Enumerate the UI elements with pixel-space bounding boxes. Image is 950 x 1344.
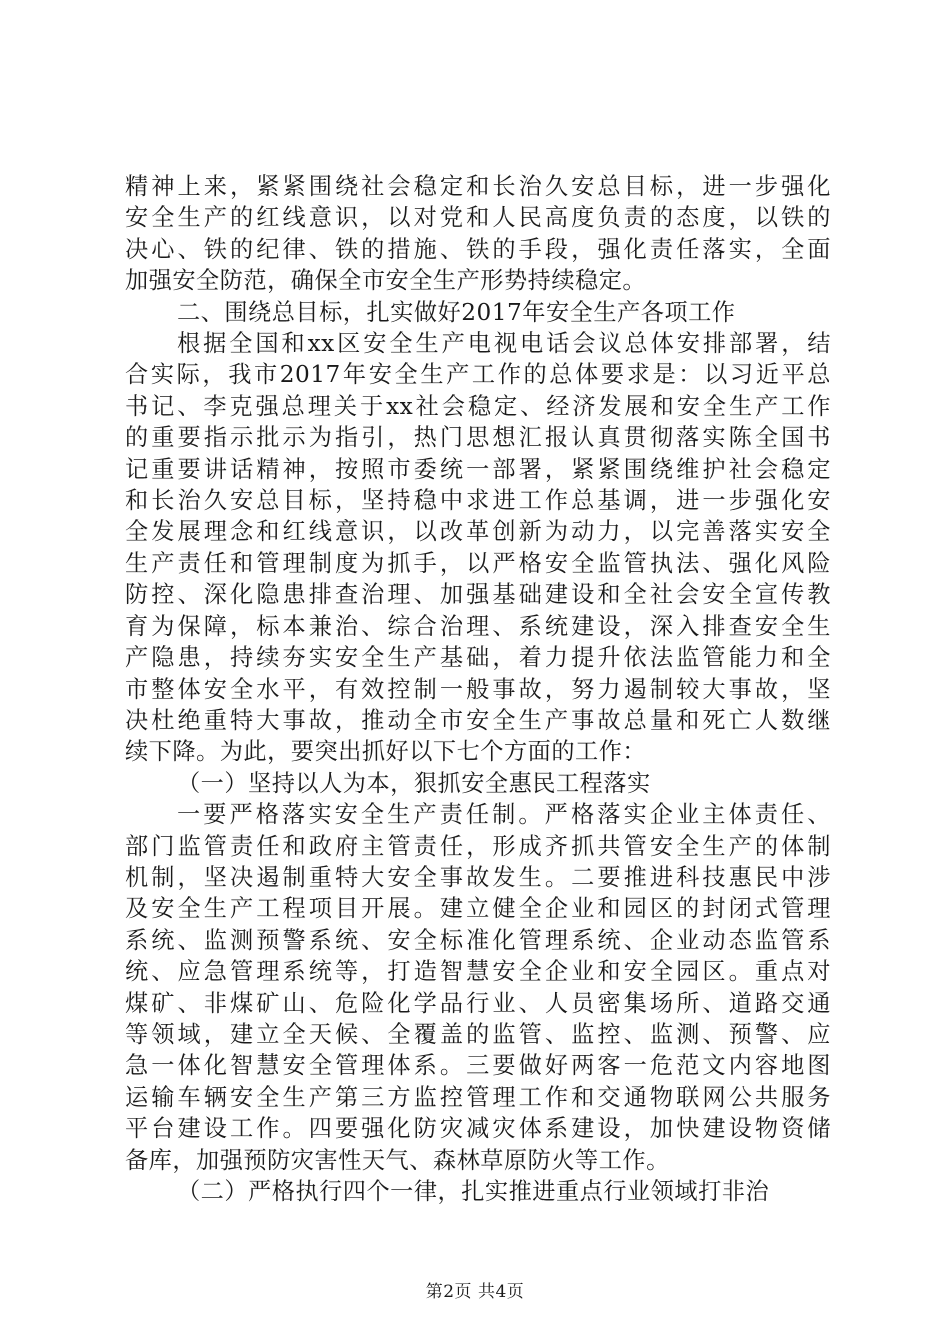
text-line: 一要严格落实安全生产责任制。严格落实企业主体责任、 [177, 801, 831, 829]
text-line: 决心、铁的纪律、铁的措施、铁的手段，强化责任落实，全面 [125, 235, 831, 263]
text-line: 机制，坚决遏制重特大安全事故发生。二要推进科技惠民中涉 [125, 863, 831, 891]
subheading-1 [125, 768, 831, 799]
subheading-2 [125, 1176, 831, 1207]
text-line: 煤矿、非煤矿山、危险化学品行业、人员密集场所、道路交通 [125, 989, 831, 1017]
text-line: （二）严格执行四个一律，扎实推进重点行业领域打非治 [177, 1178, 770, 1205]
text-line: 和长治久安总目标，坚持稳中求进工作总基调，进一步强化安 [125, 487, 831, 515]
text-line: 的重要指示批示为指引，热门思想汇报认真贯彻落实陈全国书 [125, 424, 831, 452]
text-line: （一）坚持以人为本，狠抓安全惠民工程落实 [177, 769, 651, 797]
text-line: 根据全国和xx区安全生产电视电话会议总体安排部署，结 [177, 330, 831, 358]
para-measures [125, 799, 831, 1176]
text-line: 防控、深化隐患排查治理、加强基础建设和全社会安全宣传教 [125, 581, 831, 609]
text-line: 续下降。为此，要突出抓好以下七个方面的工作： [125, 738, 647, 766]
text-line: 产隐患，持续夯实安全生产基础，着力提升依法监管能力和全 [125, 644, 831, 672]
section-heading-2 [125, 297, 831, 328]
text-line: 合实际，我市2017年安全生产工作的总体要求是：以习近平总 [125, 361, 831, 389]
text-line: 平台建设工作。四要强化防灾减灾体系建设，加快建设物资储 [125, 1115, 831, 1143]
page-footer: 第2页 共4页 [425, 1282, 525, 1302]
text-line: 部门监管责任和政府主管责任，形成齐抓共管安全生产的体制 [125, 832, 831, 860]
text-line: 育为保障，标本兼治、综合治理、系统建设，深入排查安全生 [125, 612, 831, 640]
para-continuation [125, 171, 831, 297]
text-line: 运输车辆安全生产第三方监控管理工作和交通物联网公共服务 [125, 1083, 831, 1111]
text-line: 决杜绝重特大事故，推动全市安全生产事故总量和死亡人数继 [125, 706, 831, 734]
text-line: 等领域，建立全天候、全覆盖的监管、监控、监测、预警、应 [125, 1020, 831, 1048]
text-line: 急一体化智慧安全管理体系。三要做好两客一危范文内容地图 [125, 1052, 831, 1080]
text-line: 备库，加强预防灾害性天气、森林草原防火等工作。 [125, 1146, 670, 1174]
text-line: 安全生产的红线意识，以对党和人民高度负责的态度，以铁的 [125, 204, 831, 232]
text-line: 记重要讲话精神，按照市委统一部署，紧紧围绕维护社会稳定 [125, 455, 831, 483]
text-line: 二、围绕总目标，扎实做好2017年安全生产各项工作 [177, 298, 736, 326]
text-line: 系统、监测预警系统、安全标准化管理系统、企业动态监管系 [125, 926, 831, 954]
text-line: 统、应急管理系统等，打造智慧安全企业和安全园区。重点对 [125, 958, 831, 986]
para-requirements [125, 328, 831, 768]
text-line: 加强安全防范，确保全市安全生产形势持续稳定。 [125, 267, 647, 295]
document-body [125, 171, 831, 1207]
text-line: 全发展理念和红线意识，以改革创新为动力，以完善落实安全 [125, 518, 831, 546]
text-line: 及安全生产工程项目开展。建立健全企业和园区的封闭式管理 [125, 895, 831, 923]
text-line: 精神上来，紧紧围绕社会稳定和长治久安总目标，进一步强化 [125, 173, 831, 200]
text-line: 市整体安全水平，有效控制一般事故，努力遏制较大事故，坚 [125, 675, 831, 703]
text-line: 生产责任和管理制度为抓手，以严格安全监管执法、强化风险 [125, 549, 831, 577]
text-line: 书记、李克强总理关于xx社会稳定、经济发展和安全生产工作 [125, 392, 831, 420]
